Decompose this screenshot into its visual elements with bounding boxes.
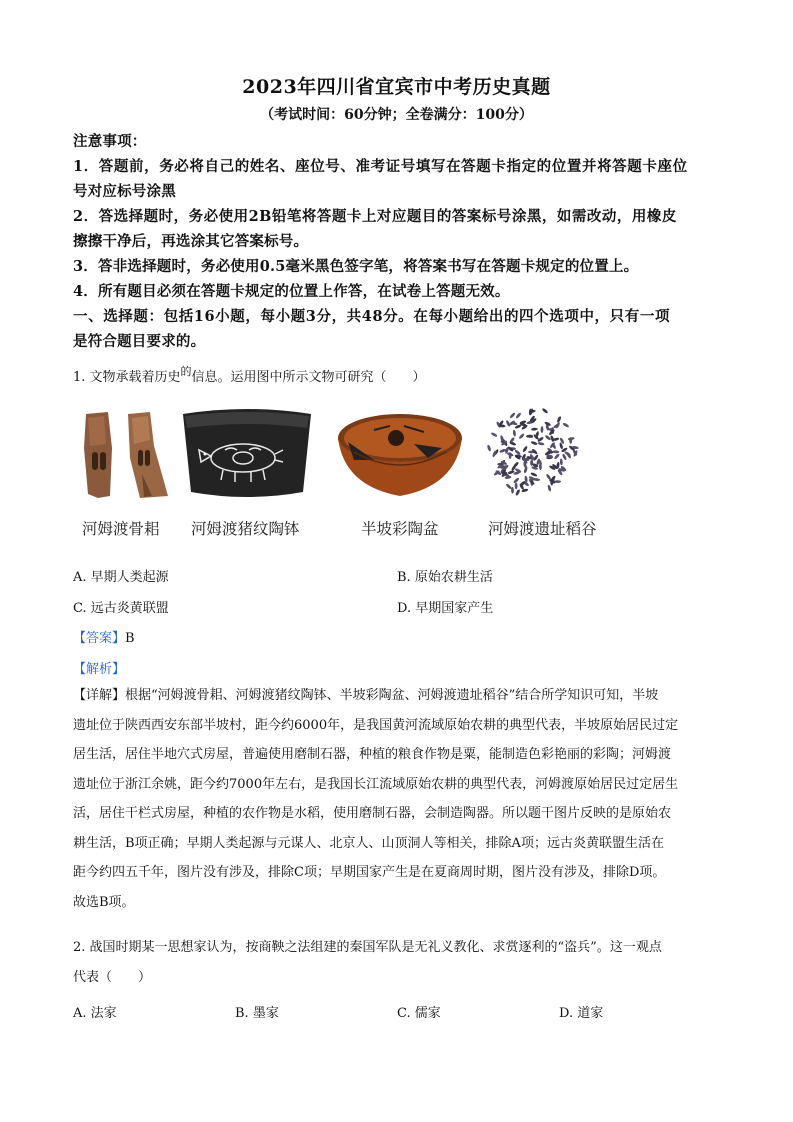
section-heading-line-2: 是符合题目要求的。 (73, 333, 206, 350)
rice-grain (540, 426, 543, 433)
rice-grains-image (482, 402, 582, 502)
analysis-line: 遗址位于陕西西安东部半坡村，距今约6000年，是我国黄河流域原始农耕的典型代表，半坡原始居民过定 (73, 717, 679, 733)
notice-item-4: 4．所有题目必须在答题卡规定的位置上作答，在试卷上答题无效。 (73, 283, 510, 300)
notice-item-1-line-1: 1．答题前，务必将自己的姓名、座位号、准考证号填写在答题卡指定的位置并将答题卡座位 (73, 158, 688, 175)
question-2-option-d[interactable]: D. 道家 (559, 1006, 604, 1021)
rice-grain (511, 487, 514, 494)
notice-item-3: 3．答非选择题时，务必使用0.5毫米黑色签字笔，将答案书写在答题卡规定的位置上。 (73, 258, 639, 275)
painted-pottery-basin-image (334, 408, 466, 504)
question-1-option-b[interactable]: B. 原始农耕生活 (397, 570, 493, 585)
rice-grain (552, 450, 559, 453)
question-1-stem-part: 信息。运用图中所示文物可研究（ ） (191, 370, 426, 385)
rice-grain (537, 442, 544, 446)
rice-grain (556, 416, 561, 423)
rice-grain (531, 427, 538, 430)
rice-grain (491, 432, 498, 438)
rice-grain (530, 472, 537, 477)
analysis-tag: 【解析】 (73, 662, 126, 677)
rice-grain (569, 437, 572, 444)
notice-item-2-line-2: 擦擦干净后，再选涂其它答案标号。 (73, 233, 309, 250)
caption-pig-pattern-bowl: 河姆渡猪纹陶钵 (191, 520, 300, 538)
rice-grain (560, 458, 563, 465)
rice-grain (562, 422, 569, 428)
analysis-line: 遗址位于浙江余姚，距今约7000年左右，是我国长江流域原始农耕的典型代表，河姆渡原始居民过定居生 (73, 776, 679, 792)
rice-grain (522, 445, 528, 452)
notice-item-2-line-1: 2．答选择题时，务必使用2B铅笔将答题卡上对应题目的答案标号涂黑，如需改动，用橡皮 (73, 208, 677, 225)
rice-grain (554, 480, 561, 483)
rice-grain (509, 412, 516, 419)
rice-grain (554, 453, 561, 460)
answer-value: B (125, 631, 135, 646)
question-2-option-a[interactable]: A. 法家 (73, 1006, 117, 1021)
analysis-line: 耕生活，B项正确；早期人类起源与元谋人、北京人、山顶洞人等相关，排除A项；远古炎黄联盟生活在 (73, 835, 664, 851)
question-2-stem (73, 933, 723, 992)
caption-bone-spade: 河姆渡骨耜 (82, 520, 160, 538)
notice-item-1-line-2: 号对应标号涂黑 (73, 183, 176, 200)
analysis-line: 故选B项。 (73, 894, 135, 910)
question-1-option-a[interactable]: A. 早期人类起源 (73, 570, 169, 585)
rice-grain (487, 444, 492, 451)
caption-painted-pottery-basin: 半坡彩陶盆 (361, 520, 439, 538)
question-1-stem (73, 366, 426, 385)
analysis-line: 活，居住干栏式房屋，种植的农作物是水稻，使用磨制石器，会制造陶器。所以题干图片反映的是原始农 (73, 806, 672, 821)
rice-grain (546, 473, 552, 480)
answer-line (73, 627, 135, 646)
rice-grain (515, 482, 518, 489)
rice-grain (547, 484, 551, 491)
question-1-stem-superscript: 的 (180, 365, 192, 378)
analysis-line: 距今约四五千年，图片没有涉及，排除C项；早期国家产生是在夏商周时期，图片没有涉及，排除D项。 (73, 865, 666, 880)
analysis-line: 【详解】根据“河姆渡骨耜、河姆渡猪纹陶钵、半坡彩陶盆、河姆渡遗址稻谷”结合所学知识可知，半坡 (73, 688, 659, 703)
notice-heading: 注意事项： (73, 133, 147, 150)
rice-grain (515, 412, 522, 419)
page-title: 2023年四川省宜宾市中考历史真题 (242, 76, 551, 98)
rice-grain (512, 430, 516, 437)
rice-grain (530, 441, 537, 446)
question-2-stem-line: 2. 战国时期某一思想家认为，按商鞅之法组建的秦国军队是无礼义教化、求赏逐利的“盗兵”。这一观点 (73, 940, 662, 955)
rice-grain (505, 483, 512, 490)
rice-grain (542, 408, 549, 415)
analysis-detail (73, 681, 723, 917)
rice-grain (545, 434, 552, 441)
section-heading-line-1: 一、选择题：包括16小题，每小题3分，共48分。在每小题给出的四个选项中，只有一项 (73, 308, 671, 325)
question-1-option-d[interactable]: D. 早期国家产生 (397, 601, 494, 616)
answer-tag: 【答案】 (73, 631, 126, 646)
analysis-line: 居生活，居住半地穴式房屋，普遍使用磨制石器，种植的粮食作物是粟，能制造色彩艳丽的彩陶；河姆渡 (73, 747, 672, 762)
question-2-option-b[interactable]: B. 墨家 (235, 1006, 279, 1021)
question-2-option-c[interactable]: C. 儒家 (397, 1006, 441, 1021)
pig-pattern-bowl-image (179, 406, 315, 502)
rice-grain (518, 433, 525, 440)
question-1-stem-part: 1. 文物承载着历史 (73, 370, 181, 385)
bone-spade-image (78, 408, 170, 500)
exam-info: （考试时间：60分钟；全卷满分：100分） (260, 107, 533, 123)
caption-rice-grains: 河姆渡遗址稻谷 (488, 520, 597, 538)
rice-grain (515, 489, 521, 496)
question-2-stem-line: 代表（ ） (73, 969, 152, 985)
question-1-option-c[interactable]: C. 远古炎黄联盟 (73, 601, 169, 616)
